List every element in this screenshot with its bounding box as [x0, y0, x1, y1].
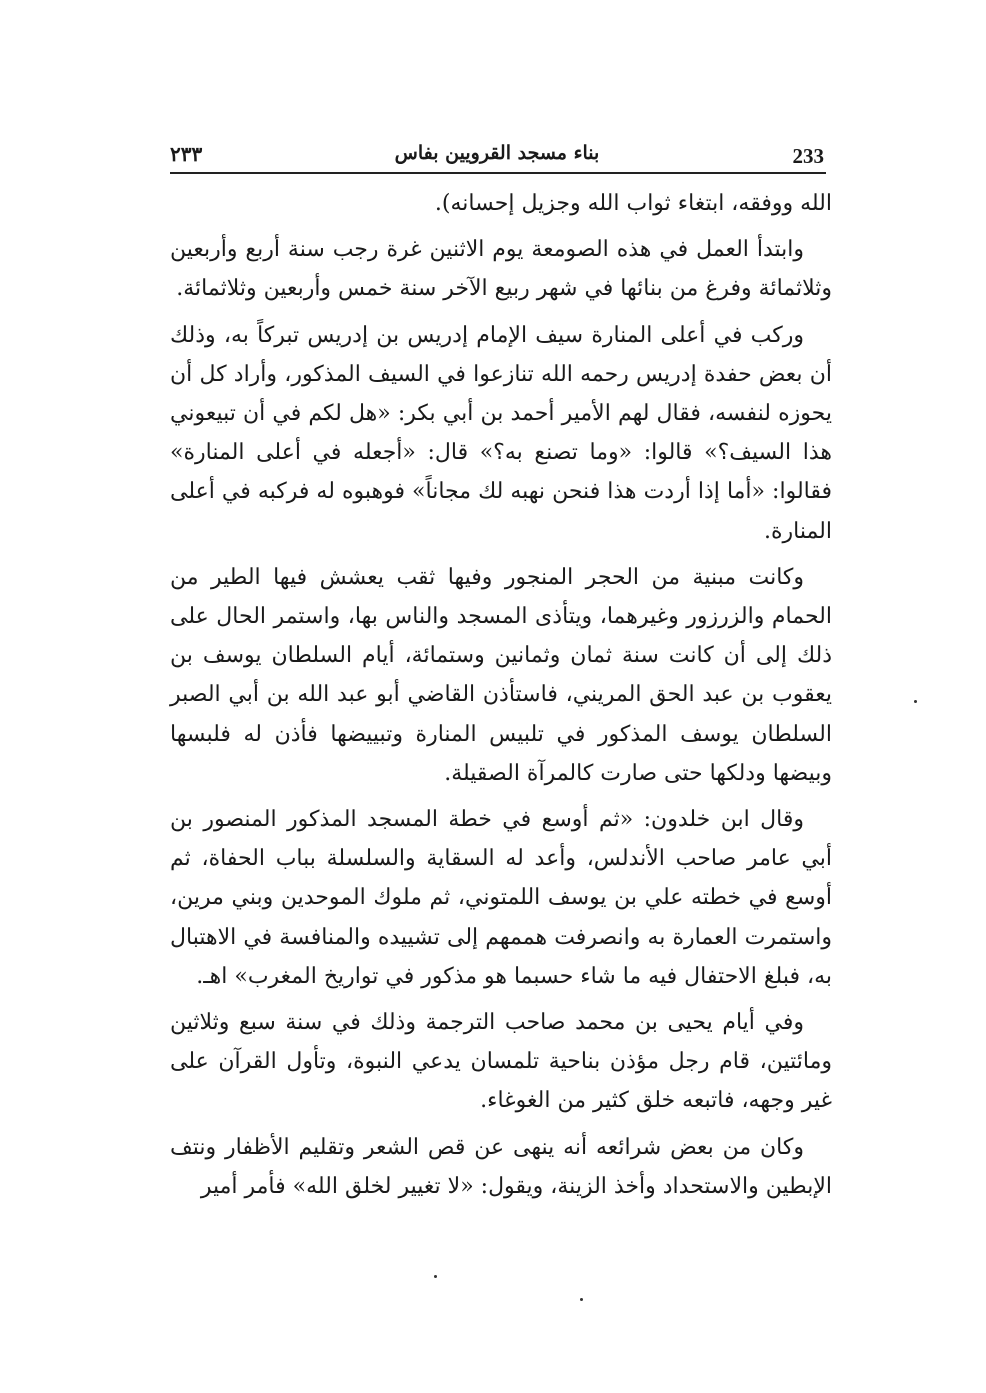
running-title: بناء مسجد القرويين بفاس: [394, 142, 600, 164]
page-body: [170, 184, 832, 1213]
paragraph: وركب في أعلى المنارة سيف الإمام إدريس بن إدريس تبركاً به، وذلك أن بعض حفدة إدريس رحمه الله تنازعوا في السيف المذكور، وأراد كل أن يحوزه لنفسه، فقال لهم الأمير أحمد بن أبي بكر: «هل لكم في أن تبيعوني هذا السيف؟» قالوا: «وما تصنع به؟» قال: «أجعله في أعلى المنارة» فقالوا: «أما إذا أردت هذا فنحن نهبه لك مجاناً» فوهبوه له فركبه في أعلى المنارة.: [170, 322, 832, 544]
scan-speck: [434, 1275, 437, 1278]
paragraph: وكان من بعض شرائعه أنه ينهى عن قص الشعر وتقليم الأظفار ونتف الإبطين والاستحداد وأخذ الزينة، ويقول: «لا تغيير لخلق الله» فأمر أمير: [170, 1134, 832, 1199]
paragraph: وفي أيام يحيى بن محمد صاحب الترجمة وذلك في سنة سبع وثلاثين ومائتين، قام رجل مؤذن بناحية تلمسان يدعي النبوة، وتأول القرآن على غير وجهه، فاتبعه خلق كثير من الغوغاء.: [170, 1010, 832, 1114]
page-number-latin: 233: [792, 144, 824, 168]
scan-speck: [580, 1298, 583, 1301]
scan-speck: [914, 700, 917, 703]
paragraph: الله ووفقه، ابتغاء ثواب الله وجزيل إحسانه).: [434, 191, 832, 216]
paragraph: وابتدأ العمل في هذه الصومعة يوم الاثنين غرة رجب سنة أربع وأربعين وثلاثمائة وفرغ من بنائها في شهر ربيع الآخر سنة خمس وأربعين وثلاثمائة.: [170, 237, 832, 302]
paragraph: وكانت مبنية من الحجر المنجور وفيها ثقب يعشش فيها الطير من الحمام والزرزور وغيرهما، ويتأذى المسجد والناس بها، واستمر الحال على ذلك إلى أن كانت سنة ثمان وثمانين وستمائة، أيام السلطان يوسف بن يعقوب بن عبد الحق المريني، فاستأذن القاضي أبو عبد الله بن أبي الصبر السلطان يوسف المذكور في تلبيس المنارة وتبييضها فأذن له فلبسها وبيضها ودلكها حتى صارت كالمرآة الصقيلة.: [170, 564, 832, 786]
page-number-arabic: ٢٣٣: [170, 142, 203, 166]
running-header: [170, 140, 824, 170]
header-rule: [170, 172, 826, 174]
paragraph: وقال ابن خلدون: «ثم أوسع في خطة المسجد المذكور المنصور بن أبي عامر صاحب الأندلس، وأعد له السقاية والسلسلة بباب الحفاة، ثم أوسع في خطته علي بن يوسف اللمتوني، ثم ملوك الموحدين وبني مرين، واستمرت العمارة به وانصرفت هممهم إلى تشييده والمنافسة في الاهتبال به، فبلغ الاحتفال فيه ما شاء حسبما هو مذكور في تواريخ المغرب» اهـ.: [170, 807, 832, 989]
